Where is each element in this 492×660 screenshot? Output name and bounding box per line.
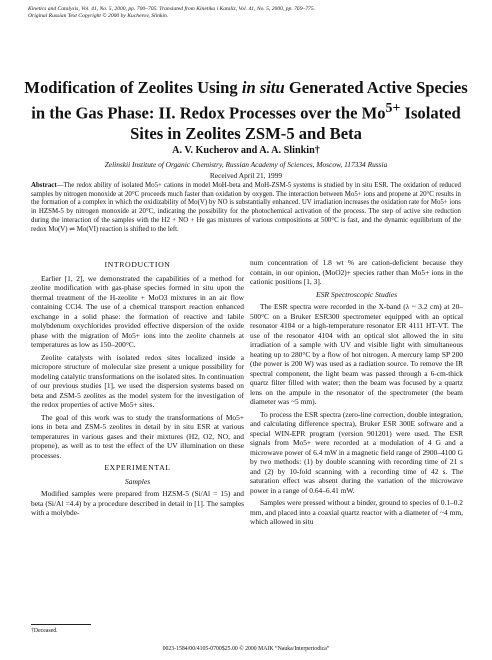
header-copyright: Original Russian Text Copyright © 2000 by Kucherov, Slinkin. [28,13,169,19]
copyright-line: 0023-1584/00/4105-0700$25.00 © 2000 MAIK “Nauka/Interperiodica” [162,646,330,652]
title-part2: Generated Active Species in the Gas Phase: II. Redox Processes over the Mo [31,78,468,123]
footnote: †Deceased. [31,628,58,634]
left-column [31,258,244,521]
abstract [31,182,461,234]
header-citation: Kinetics and Catalysis, Vol. 41, No. 5, 2000, pp. 700–705. Translated from Kinetika i Kataliz, Vol. 41, No. 5, 2000, pp. 769–775. [28,6,316,12]
title-superscript: 5+ [385,100,401,115]
authors: A. V. Kucherov and A. A. Slinkin† [172,145,320,156]
title-italic: in situ [241,78,285,97]
footnote-rule [31,624,91,625]
title-part1: Modification of Zeolites Using [24,78,242,97]
title-part3: Isolated Sites in Zeolites ZSM-5 and Beta [130,103,461,143]
paragraph: Zeolite catalysts with isolated redox sites localized inside a micropore structure of molecular size present a unique possibility for modeling catalytic transformations on the isolated sites. In continuation of our previous studies [1], we used the dispersion systems based on beta and ZSM-5 zeolites as the model system for the investigation of the redox properties of active Mo5+ sites. [31,352,244,409]
paragraph: num concentration of 1.8 wt % are cation-deficient because they contain, in our opinion, (MoO2)+ species rather than Mo5+ ions in the cationic positions [1, 3]. [250,258,463,286]
paragraph: Earlier [1, 2], we demonstrated the capabilities of a method for zeolite modification with gas-phase species formed in situ upon the thermal treatment of the H-zeolite + MoO3 mixtures in an air flow containing CCl4. The use of a chemical transport reaction enhanced exchange in a solid phase: the formation of reactive and labile molybdenum oxychlorides provided effective dispersion of the oxide phase with the migration of Mo5+ ions into the zeolite channels at temperatures as low as 150–200°C. [31,273,244,349]
abstract-text: —The redox ability of isolated Mo5+ cations in model MoH-beta and MoH-ZSM-5 systems is studied by in situ ESR. The oxidation of reduced samples by nitrogen monoxide at 20°C proceeds much faster than oxidation by oxygen. The interaction between Mo5+ ions and propene at 20°C results in the formation of a complex in which the oxidizability of Mo(V) by NO is substantially enhanced. UV irradiation increases the oxidation rate for Mo5+ ions in HZSM-5 by nitrogen monoxide at 20°C, indicating the possibility for the photochemical activation of the process. The step of active site reduction during the interaction of the samples with the H2 + NO + He gas mixtures of various compositions at 500°C is fast, and the dynamic equilibrium of the redox Mo(V) ⇌ Mo(VI) reaction is shifted to the left. [31,182,461,233]
right-column [250,258,463,530]
section-heading-experimental: EXPERIMENTAL [104,463,171,472]
abstract-label: Abstract [31,182,57,189]
paragraph: To process the ESR spectra (zero-line correction, double integration, and calculating difference spectra), Bruker ESR 300E software and a special WIN-EPR program (version 901201) were used. The ESR signals from Mo5+ were recorded at a modulation of 4 G and a microwave power of 6.4 mW in a magnetic field range of 2900–4100 G by two methods: (1) by double scanning with recording time of 21 s and (2) by 10-fold scanning with a recording time of 42 s. The saturation effect was absent during the variation of the microwave power in a range of 0.64–6.41 mW. [250,409,463,495]
subsection-heading-samples: Samples [124,476,151,486]
section-heading-introduction: INTRODUCTION [104,260,171,269]
affiliation: Zelinskii Institute of Organic Chemistry, Russian Academy of Sciences, Moscow, 117334 Russia [104,160,388,169]
paper-title [20,78,472,144]
received-date: Received April 21, 1999 [209,171,283,180]
subsection-heading-esr: ESR Spectroscopic Studies [315,289,398,299]
paragraph: Modified samples were prepared from HZSM-5 (Si/Al = 15) and beta (Si/Al =4.4) by a procedure described in detail in [1]. The samples with a molybde- [31,489,244,517]
paragraph: The ESR spectra were recorded in the X-band (λ ~ 3.2 cm) at 20–500°C on a Bruker ESR300 spectrometer equipped with an optical resonator 4104 or a high-temperature resonator ER 4111 HT-VT. The use of the resonator 4104 with an optical slot allowed the in situ irradiation of a sample with UV and visible light with simultaneous heating up to 280°C by a flow of hot nitrogen. A mercury lamp SP 200 (the power is 200 W) was used as a radiation source. To remove the IR spectral component, the light beam was passed through a 6-cm-thick quartz filter filled with water; then the beam was focused by a quartz lens on the ampule in the resonator of the spectrometer (the beam diameter was ~5 mm). [250,302,463,406]
journal-header [28,6,458,20]
paragraph: Samples were pressed without a binder, ground to species of 0.1–0.2 mm, and placed into a coaxial quartz reactor with a diameter of ~4 mm, which allowed in situ [250,498,463,526]
paragraph: The goal of this work was to study the transformations of Mo5+ ions in beta and ZSM-5 zeolites in detail by in situ ESR at various temperatures in various gases and their mixtures (H2, O2, NO, and propene), as well as to test the effect of the UV illumination on these processes. [31,412,244,460]
